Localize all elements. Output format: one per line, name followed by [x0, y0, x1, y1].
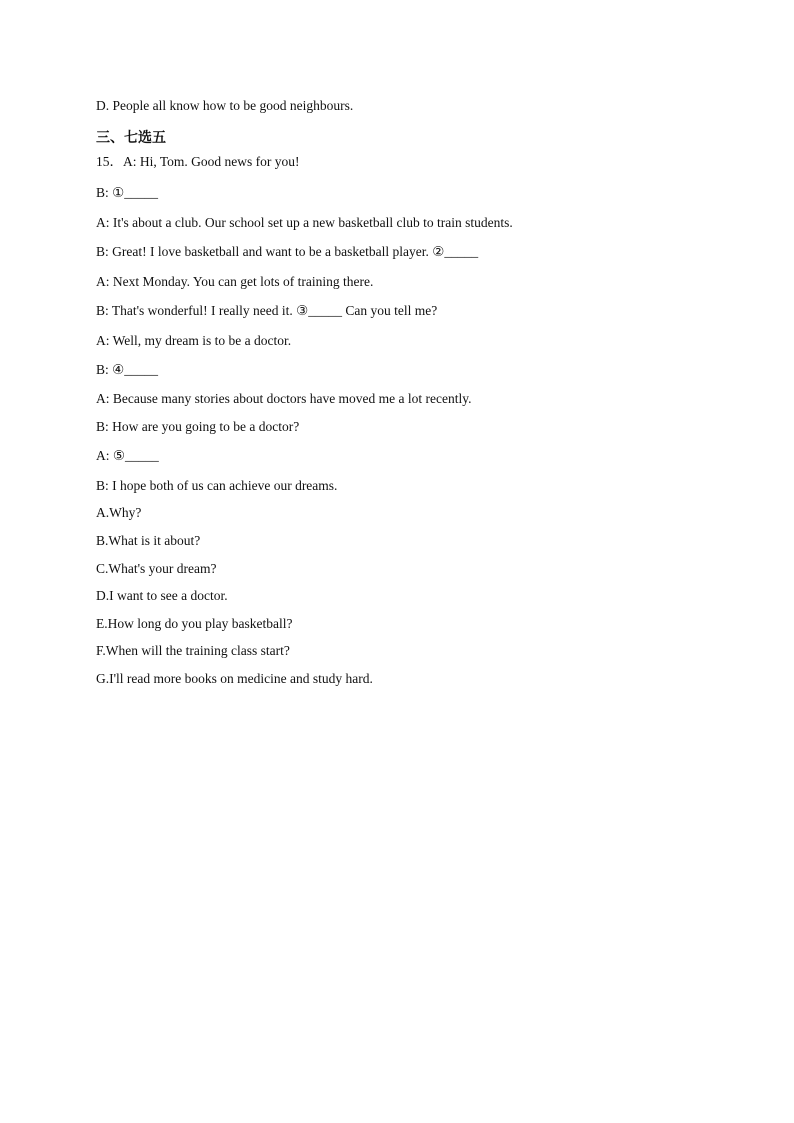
- question-number: 15．: [96, 154, 123, 169]
- question-intro: A: Hi, Tom. Good news for you!: [123, 154, 300, 169]
- dialogue-line: B: I hope both of us can achieve our dreams.: [96, 478, 338, 493]
- answer-option: D.I want to see a doctor.: [96, 588, 228, 603]
- dialogue-line: A: Well, my dream is to be a doctor.: [96, 333, 292, 348]
- dialogue-line: A: Because many stories about doctors have moved me a lot recently.: [96, 391, 472, 406]
- answer-option: G.I'll read more books on medicine and study hard.: [96, 671, 373, 686]
- dialogue-line: A: Next Monday. You can get lots of training there.: [96, 274, 374, 289]
- answer-option: A.Why?: [96, 505, 142, 520]
- dialogue-line: B: Great! I love basketball and want to be a basketball player. ②_____: [96, 244, 479, 259]
- dialogue-line: B: How are you going to be a doctor?: [96, 419, 300, 434]
- answer-option: C.What's your dream?: [96, 561, 217, 576]
- dialogue-line: A: It's about a club. Our school set up a new basketball club to train students.: [96, 215, 513, 230]
- section-heading: 三、七选五: [96, 130, 166, 146]
- dialogue-line: B: That's wonderful! I really need it. ③_____ Can you tell me?: [96, 303, 438, 318]
- answer-option: F.When will the training class start?: [96, 643, 290, 658]
- dialogue-line: B: ④_____: [96, 362, 158, 377]
- question-15: [96, 153, 300, 171]
- dialogue-line: A: ⑤_____: [96, 448, 159, 463]
- answer-option: B.What is it about?: [96, 533, 201, 548]
- answer-option: E.How long do you play basketball?: [96, 616, 293, 631]
- dialogue-line: B: ①_____: [96, 185, 158, 200]
- previous-option-d: D. People all know how to be good neighbours.: [96, 98, 354, 113]
